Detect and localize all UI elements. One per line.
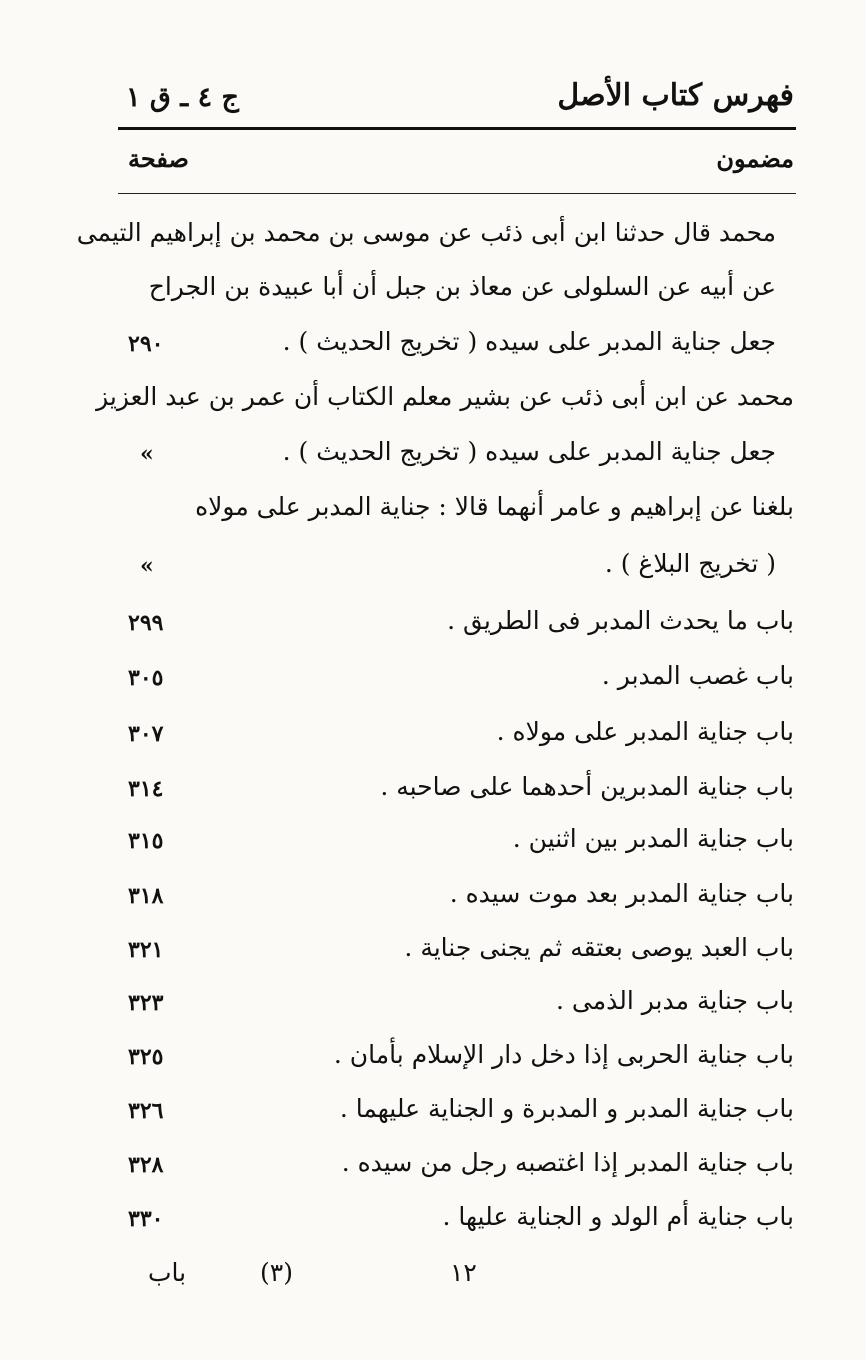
column-header-content: مضمون [716, 144, 794, 173]
entry-line: بلغنا عن إبراهيم و عامر أنهما قالا : جناية المدبر على مولاه [195, 492, 794, 521]
entry-line: باب جناية المدبرين أحدهما على صاحبه . [380, 772, 794, 801]
entry-line: باب جناية المدبر و المدبرة و الجناية عليهما . [339, 1094, 794, 1123]
page-number: ٣٢٣ [128, 990, 164, 1016]
column-header-page: صفحة [128, 144, 189, 173]
page-number: ٢٩٩ [128, 610, 164, 636]
entry-line: محمد قال حدثنا ابن أبى ذئب عن موسى بن محمد بن إبراهيم التيمى [76, 218, 776, 247]
entry-line: باب غصب المدبر . [601, 661, 794, 690]
page-number: ٣٠٥ [128, 665, 164, 691]
catchword: باب [148, 1258, 187, 1287]
entry-line: باب جناية أم الولد و الجناية عليها . [442, 1202, 794, 1231]
page-number: ٣٠٧ [128, 721, 164, 747]
page-number: » [140, 553, 154, 579]
signature-mark: (٣) [260, 1258, 293, 1287]
entry-line: باب جناية الحربى إذا دخل دار الإسلام بأمان . [333, 1040, 794, 1069]
folio-number: ١٢ [450, 1258, 477, 1287]
entry-line: باب جناية المدبر بعد موت سيده . [449, 879, 794, 908]
header-rule [118, 127, 796, 130]
entry-line: جعل جناية المدبر على سيده ( تخريج الحديث ) . [282, 327, 776, 356]
entry-line: جعل جناية المدبر على سيده ( تخريج الحديث ) . [282, 437, 776, 466]
entry-line: باب ما يحدث المدبر فى الطريق . [447, 606, 794, 635]
entry-line: باب جناية المدبر على مولاه . [496, 717, 794, 746]
column-rule [118, 193, 796, 194]
page-number: » [140, 441, 154, 467]
page-number: ٣١٥ [128, 828, 164, 854]
page-number: ٣٢٨ [128, 1152, 164, 1178]
page-number: ٣٢٦ [128, 1098, 164, 1124]
page-title: فهرس كتاب الأصل [557, 78, 794, 113]
page-number: ٣٢١ [128, 937, 164, 963]
entry-line: باب العبد يوصى بعتقه ثم يجنى جناية . [404, 933, 794, 962]
entry-line: عن أبيه عن السلولى عن معاذ بن جبل أن أبا عبيدة بن الجراح [148, 272, 776, 301]
page-number: ٣٢٥ [128, 1044, 164, 1070]
entry-line: باب جناية المدبر إذا اغتصبه رجل من سيده . [341, 1148, 794, 1177]
page-number: ٣١٤ [128, 776, 164, 802]
page-number: ٣١٨ [128, 883, 164, 909]
entry-line: باب جناية المدبر بين اثنين . [512, 824, 794, 853]
entry-line: محمد عن ابن أبى ذئب عن بشير معلم الكتاب أن عمر بن عبد العزيز [96, 382, 794, 411]
page-number: ٢٩٠ [128, 331, 164, 357]
volume-label: ج ٤ ـ ق ١ [126, 82, 239, 113]
entry-line: ( تخريج البلاغ ) . [604, 549, 776, 578]
page-number: ٣٣٠ [128, 1206, 164, 1232]
entry-line: باب جناية مدبر الذمى . [555, 986, 794, 1015]
